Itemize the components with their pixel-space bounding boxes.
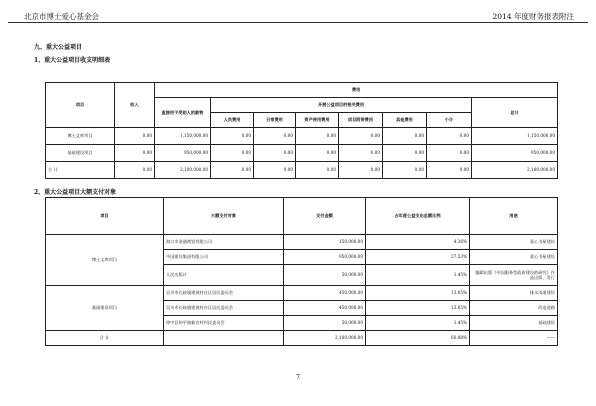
table-row-total xyxy=(46,331,558,346)
payee: 海口市金通商贸有限公司 xyxy=(164,235,284,250)
total-amount: 2,100,000.00 xyxy=(284,331,366,346)
table-row xyxy=(46,235,558,250)
col-expense: 费用 xyxy=(155,83,558,98)
row-name: 博士文库项目 xyxy=(46,128,115,145)
subtotal: 0.00 xyxy=(427,162,472,179)
ratio: 1.45% xyxy=(366,265,470,286)
depr: 0.00 xyxy=(296,145,339,162)
col-admin-group: 开展公益项目的相关费用 xyxy=(211,98,472,113)
payee: 吴川市长岐镇建坡村社区居民委员会 xyxy=(164,301,284,316)
amount: 950,000.00 xyxy=(284,250,366,265)
amount: 450,000.00 xyxy=(284,286,366,301)
amount: 450,000.00 xyxy=(284,301,366,316)
col-project: 项目 xyxy=(46,83,115,128)
total: 1,150,000.00 xyxy=(472,128,558,145)
org-name: 北京市博士爱心基金会 xyxy=(24,12,99,21)
section-title: 九、重大公益项目 xyxy=(34,44,83,51)
row-name: 基础建设项目 xyxy=(46,145,115,162)
amount: 50,000.00 xyxy=(284,265,366,286)
ratio: 4.36% xyxy=(366,235,470,250)
use: 排水沟道建设 xyxy=(470,286,558,301)
other: 0.00 xyxy=(383,162,427,179)
use: 基础建设 xyxy=(470,316,558,331)
col-payee: 大额支付对象 xyxy=(164,198,284,235)
col-income: 收入 xyxy=(115,83,155,128)
total-payee-empty xyxy=(164,331,284,346)
payee: 人民出版社 xyxy=(164,265,284,286)
page-header xyxy=(8,2,588,23)
direct: 2,100,000.00 xyxy=(155,162,211,179)
amount: 150,000.00 xyxy=(284,235,366,250)
col-total: 总计 xyxy=(472,98,558,128)
total-label: 合 计 xyxy=(46,331,164,346)
depr: 0.00 xyxy=(296,128,339,145)
sub-title-2: 2、重大公益项目大额支付对象 xyxy=(34,189,117,196)
income: 0.00 xyxy=(115,162,155,179)
use: 编辑出版《中国服务型政府建设的研究》作品出版、发行 xyxy=(470,265,558,286)
large-payment-table xyxy=(45,197,558,346)
depr: 0.00 xyxy=(296,162,339,179)
sub-title-1: 1、重大公益项目收支明细表 xyxy=(34,57,111,64)
table-row xyxy=(46,145,558,162)
personnel: 0.00 xyxy=(211,145,254,162)
ratio: 27.53% xyxy=(366,250,470,265)
ratio: 1.45% xyxy=(366,316,470,331)
col-daily: 日常费用 xyxy=(254,113,296,128)
col-amount: 支付金额 xyxy=(284,198,366,235)
ratio: 13.05% xyxy=(366,286,470,301)
ratio: 13.05% xyxy=(366,301,470,316)
group-infrastructure: 基础建设项目 xyxy=(46,286,164,331)
direct: 950,000.00 xyxy=(155,145,211,162)
daily: 0.00 xyxy=(254,145,296,162)
col-other: 其他费用 xyxy=(383,113,427,128)
total-ratio: 60.88% xyxy=(366,331,470,346)
subtotal: 0.00 xyxy=(427,145,472,162)
col-personnel: 人员费用 xyxy=(211,113,254,128)
doc-title: 2014 年度财务报表附注 xyxy=(492,12,574,21)
col-use: 用途 xyxy=(470,198,558,235)
total-use: —— xyxy=(470,331,558,346)
other: 0.00 xyxy=(383,128,427,145)
tax: 0.00 xyxy=(339,145,383,162)
personnel: 0.00 xyxy=(211,162,254,179)
daily: 0.00 xyxy=(254,128,296,145)
subtotal: 0.00 xyxy=(427,128,472,145)
income: 0.00 xyxy=(115,145,155,162)
col-tax: 项目附带费用 xyxy=(339,113,383,128)
income: 0.00 xyxy=(115,128,155,145)
col-subtotal: 小计 xyxy=(427,113,472,128)
col-ratio: 占年度公益支出总额比例 xyxy=(366,198,470,235)
total: 950,000.00 xyxy=(472,145,558,162)
daily: 0.00 xyxy=(254,162,296,179)
use: 爱心书屋建设 xyxy=(470,250,558,265)
table-row xyxy=(46,286,558,301)
row-name: 合 计 xyxy=(46,162,115,179)
table-row-total xyxy=(46,162,558,179)
col-direct: 直接用于受助人的款物 xyxy=(155,98,211,128)
col-depr: 资产使用费用 xyxy=(296,113,339,128)
direct: 1,150,000.00 xyxy=(155,128,211,145)
col-project: 项目 xyxy=(46,198,164,235)
project-expense-table xyxy=(45,82,558,179)
tax: 0.00 xyxy=(339,128,383,145)
other: 0.00 xyxy=(383,145,427,162)
amount: 50,000.00 xyxy=(284,316,366,331)
table-row xyxy=(46,128,558,145)
personnel: 0.00 xyxy=(211,128,254,145)
page-number: 7 xyxy=(296,374,300,381)
payee: 吴川市长岐镇建坡村社区居民委员会 xyxy=(164,286,284,301)
use: 改造道路 xyxy=(470,301,558,316)
payee: 中国建设集团有限公司 xyxy=(164,250,284,265)
total: 2,100,000.00 xyxy=(472,162,558,179)
group-library: 博士文库项目 xyxy=(46,235,164,286)
payee: 徐中县和平镇新农村村民委员会 xyxy=(164,316,284,331)
use: 爱心书屋建设 xyxy=(470,235,558,250)
tax: 0.00 xyxy=(339,162,383,179)
